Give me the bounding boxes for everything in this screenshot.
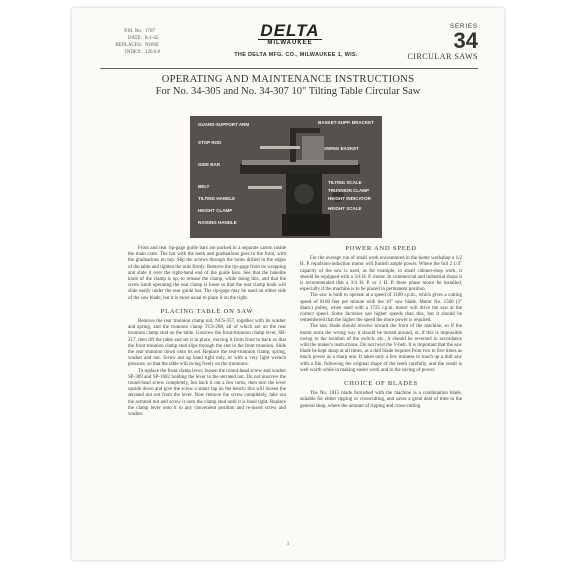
body-paragraph: For the average run of small work encountered in the home workshop a 1/2 H. P. repulsion-induction motor will furnish ample power. Where the full 2 1/4" capacity of the saw is used, as for example, in small cabinet-shop work, it should be equipped with a 3/4 H. P. motor. In commercial and industrial shops it is recommended that a 3/4 H. P. or 1 H. P. three phase motor be installed, especially if the machine is to be placed in permanent position.: [300, 256, 462, 293]
meta-key: INDEX:: [125, 50, 142, 55]
document-meta: [102, 28, 202, 56]
meta-key: REPLACES:: [115, 43, 142, 48]
header-divider: [100, 68, 478, 69]
callout-raising-handle: RAISING HANDLE: [198, 220, 237, 225]
delta-logo: [258, 22, 322, 47]
body-paragraph: The saw is built to operate at a speed of 3100 r.p.m., which gives a cutting speed of 8100 feet per minute with the 10" saw blade. Motor No. 1500 (3" diam.) pulley, when used with a 1725 r.p.m. motor will drive the saw at the correct speed. Some factories use higher speeds than this, but it should be remembered that the higher the speed the more power is required.: [300, 293, 462, 324]
callout-height-indicator: HEIGHT INDICATOR: [328, 196, 371, 201]
callout-tilting-scale: TILTING SCALE: [328, 180, 362, 185]
callout-swing-basket: SWING BASKET: [324, 146, 360, 151]
callout-guard-support-arm: GUARD-SUPPORT ARM: [198, 122, 250, 127]
saw-photo: [190, 116, 382, 238]
body-paragraph: Front and rear rip-gage guide bars are packed in a separate carton inside the main crate. The bar with the teeth and graduations goes to the front, with the graduations on top. Slip the screws through the holes drilled in the edges of the table and tighten the nuts firmly. Remove the rip-gage from its wrapping and slide it over the right-hand end of the guide bars. See that the bakelite knob of the clamp is up, to release the clamp, while doing this, and that the screw knob operating the rear clamp is loose so that the rear clamp hook will slide easily under the rear guide bar. The rip-gage may be used on either side of the saw blade, but it is more usual to place it on the right.: [128, 246, 286, 301]
callout-tilting-handle: TILTING HANDLE: [198, 196, 236, 201]
callout-gide-bar: GIDE BAR: [198, 162, 221, 167]
callout-belt: BELT: [198, 184, 210, 189]
series-category: CIRCULAR SAWS: [407, 52, 478, 61]
right-column: [300, 246, 462, 410]
meta-value: 120.6.8: [145, 50, 160, 55]
meta-key: DATE:: [127, 36, 142, 41]
body-paragraph: The saw blade should revolve toward the front of the machine, so if the motor turns the wrong way it should be turned around, or, if this is impossible owing to the location of the switch, etc., it should be reversed in accordance with the maker's instructions. Do not twist the V-belt. It is important that the saw blade be kept sharp at all times, as a dull blade requires from two to five times as much power as a sharp one. It takes only a few minutes to touch up a dull saw with a file, following the original shape of the teeth carefully, and the result is well worth while in making easier work and in the saving of power.: [300, 324, 462, 373]
document-subtitle: For No. 34-305 and No. 34-307 10" Tilting Table Circular Saw: [155, 86, 421, 97]
instruction-sheet: [72, 8, 504, 560]
body-paragraph: Remove the rear trunnion clamp nut, NCS-357, together with its washer and spring, and the trunnion clamp TCS-208, all of which are on the rear trunnion clamp stud on the table. Unscrew the front-trunnion clamp lever, SR-217, then lift the table and set it in place, moving it from front to back so that the front trunnion clamp stud slips through the slot in the front trunnion. Slide the rear trunnion down onto its set. Replace the rear-trunnion clamp, spring, washer and nut. Screw nut up hand tight only, or with a very light wrench pressure, so that the table will swing freely on the trunnions.: [128, 319, 286, 368]
section-heading: POWER AND SPEED: [345, 245, 417, 252]
logo-main: DELTA: [260, 21, 320, 40]
callout-stop-rod: STOP ROD: [198, 140, 222, 145]
left-column: [128, 246, 286, 418]
meta-row: [102, 49, 202, 56]
series-block: [407, 24, 478, 61]
series-label: SERIES: [449, 24, 478, 30]
meta-row: [102, 42, 202, 49]
page-number: 1: [286, 542, 290, 547]
meta-value: NONE: [145, 43, 159, 48]
document-title: OPERATING AND MAINTENANCE INSTRUCTIONS: [161, 74, 415, 85]
body-paragraph: To replace the front clamp lever, loosen the round-head screw and washer SP-309 and SP-1602 holding the lever to the serrated nut. Do not unscrew the round-head screw completely, but back it out a few turns, then turn the lever upside down and give the screw a smart rap on the bench; this will loosen the serrated nut out from the lever. Now remove the screw completely, take out the serrated nut and screw it onto the clamp stud until it is hand tight. Replace the clamp lever onto it in any convenient position and re-insert screw and washer.: [128, 368, 286, 418]
section-heading: PLACING TABLE ON SAW: [160, 307, 254, 315]
meta-value: 1707: [145, 29, 155, 34]
meta-value: 8-1-45: [145, 36, 159, 41]
series-number: 34: [453, 28, 478, 53]
logo-sub: MILWAUKEE: [258, 39, 322, 47]
meta-row: [102, 35, 202, 42]
body-paragraph: The No. 1015 blade furnished with the machine is a combination blade, suitable for either ripping or crosscutting, and saves a great deal of time in the general shop, where the amount of ripping and cross-cutting: [300, 391, 462, 409]
callout-height-clamp: HEIGHT CLAMP: [198, 208, 233, 213]
callout-height-scale: HEIGHT SCALE: [328, 206, 362, 211]
meta-key: P.M. No.: [124, 29, 142, 34]
callout-trunnion-clamp: TRUNNION CLAMP: [328, 188, 369, 193]
callout-basket-supp-bracket: BASKET-SUPP. BRACKET: [318, 120, 374, 125]
company-address: THE DELTA MFG. CO., MILWAUKEE 1, WIS.: [234, 52, 358, 58]
meta-row: [102, 28, 202, 35]
section-heading: CHOICE OF BLADES: [344, 380, 418, 388]
